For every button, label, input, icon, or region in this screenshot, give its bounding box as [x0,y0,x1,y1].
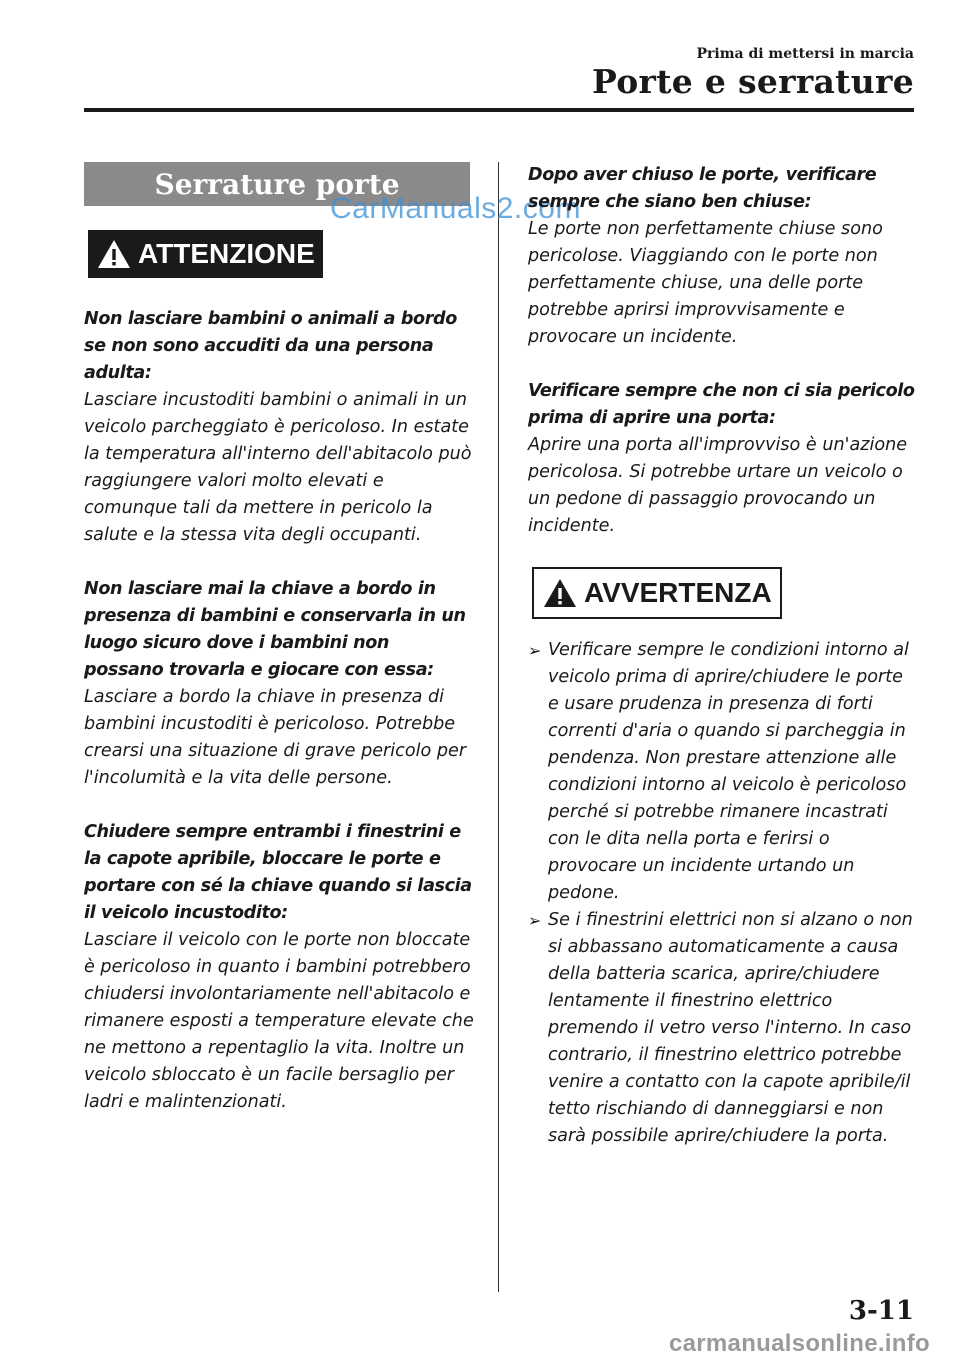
caution-bullet [528,907,918,1150]
column-divider [498,162,499,1292]
caution-bullet [528,637,918,907]
caution-bullet-text: Se i finestrini elettrici non si alzano o non si abbassano automaticamente a causa della batteria scarica, aprire/chiudere lentamente il finestrino elettrico premendo il vetro verso l'interno. In caso contrario, il finestrino elettrico potrebbe venire a contatto con la capote apribile/il tetto rischiando di danneggiarsi e non sarà possibile aprire/chiudere la porta. [548,910,913,1146]
right-column [528,162,918,1150]
warning-block [528,378,918,540]
page-number: 3-11 [848,1296,914,1326]
warning-icon [96,238,132,270]
warning-icon [542,577,578,609]
warning-lead: Non lasciare mai la chiave a bordo in presenza di bambini e conservarla in un luogo sicuro dove i bambini non possano trovarla e giocare con essa: [84,579,466,680]
section-title: Serrature porte [84,162,470,206]
header-rule [84,108,914,112]
warning-label-box [88,230,323,278]
warning-label: ATTENZIONE [138,238,315,269]
warning-block [84,306,474,549]
left-column [84,162,474,1143]
arrow-bullet-icon: ➢ [528,641,542,660]
footer-site-watermark: carmanualsonline.info [668,1330,930,1357]
warning-text: Aprire una porta all'improvviso è un'azione pericolosa. Si potrebbe urtare un veicolo o un pedone di passaggio provocando un incidente. [528,435,908,536]
page-title: Porte e serrature [592,62,914,101]
caution-label-box [532,567,782,619]
arrow-bullet-icon: ➢ [528,911,542,930]
warning-block [84,819,474,1116]
warning-text: Le porte non perfettamente chiuse sono pericolose. Viaggiando con le porte non perfettamente chiuse, una delle porte potrebbe aprirsi improvvisamente e provocare un incidente. [528,219,883,347]
caution-bullet-text: Verificare sempre le condizioni intorno al veicolo prima di aprire/chiudere le porte e usare prudenza in presenza di forti correnti d'aria o quando si parcheggia in pendenza. Non prestare attenzione alle condizioni intorno al veicolo è pericoloso perché si potrebbe rimanere incastrati con le dita nella porta e ferirsi o provocare un incidente urtando un pedone. [548,640,909,903]
caution-label: AVVERTENZA [584,577,772,608]
watermark: CarManuals2.com [330,192,581,225]
warning-text: Lasciare il veicolo con le porte non bloccate è pericoloso in quanto i bambini potrebbero chiudersi involontariamente nell'abitacolo e rimanere esposti a temperature elevate che ne mettono a repentaglio la vita. Inoltre un veicolo sbloccato è un facile bersaglio per ladri e malintenzionati. [84,930,474,1112]
warning-lead: Chiudere sempre entrambi i finestrini e la capote apribile, bloccare le porte e portare con sé la chiave quando si lascia il veicolo incustodito: [84,822,472,923]
warning-text: Lasciare incustoditi bambini o animali in un veicolo parcheggiato è pericoloso. In estate la temperatura all'interno dell'abitacolo può raggiungere valori molto elevati e comunque tali da mettere in pericolo la salute e la stessa vita degli occupanti. [84,390,472,545]
warning-text: Lasciare a bordo la chiave in presenza di bambini incustoditi è pericoloso. Potrebbe crearsi una situazione di grave pericolo per l'incolumità e la vita delle persone. [84,687,467,788]
warning-block [528,162,918,351]
warning-lead: Verificare sempre che non ci sia pericolo prima di aprire una porta: [528,381,915,428]
warning-lead: Dopo aver chiuso le porte, verificare sempre che siano ben chiuse: [528,165,877,212]
warning-lead: Non lasciare bambini o animali a bordo se non sono accuditi da una persona adulta: [84,309,457,383]
header-section: Prima di mettersi in marcia [696,46,914,62]
warning-block [84,576,474,792]
